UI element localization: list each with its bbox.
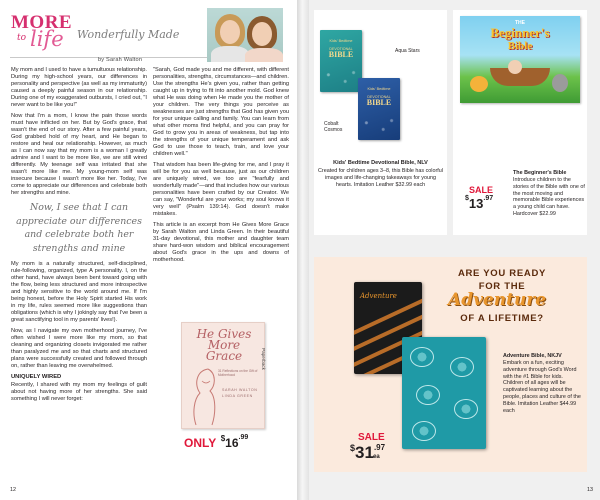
- elephant-illustration: [552, 74, 568, 92]
- lion-illustration: [470, 76, 488, 92]
- price-cents: .97: [483, 195, 494, 202]
- sale-label: SALE: [469, 185, 494, 195]
- pull-quote: Now, I see that I can appreciate our differences and celebrate both her strengths and mine: [16, 202, 142, 254]
- paragraph: My mom is a naturally structured, self-disciplined, rule-following, organized, type A personality. I, on the other hand, have always been bent toward going with the flow, being less structured and more introspective and highly sensitive to the world around me. If I'm being honest, before the Holy Spirit started His work in my life, rules seemed more like suggestions than obligations (which is why I jokingly say that I've been a great sanctifying tool in my parents' lives!).: [11, 261, 147, 324]
- author-photo: [207, 8, 283, 62]
- stars-pattern: [358, 114, 400, 136]
- book-dev-title: DEVOTIONAL: [329, 47, 353, 51]
- book-author: SARAH WALTON: [222, 388, 258, 392]
- paragraph: That wisdom has been life-giving for me, and I pray it will be for you as well because, just as our children are uniquely wired, we too are "fearfully and wonderfully made"—and that includes how our various personalities have been crafted by our Creator. We can say, "Wonderful are your works; my soul knows it very well" (Psalm 139:14). God doesn't make mistakes.: [153, 162, 289, 217]
- turtle-icon: [454, 399, 478, 419]
- beginners-sale-price: [465, 185, 493, 213]
- devotional-description: Created for children ages 3–8, this Bible has colorful images and life-changing takeaways for young hearts. Imitation Leather $32.99 each: [318, 168, 443, 188]
- stars-pattern: [320, 66, 362, 88]
- paragraph: Now that I'm a mom, I know the pain those words must have inflicted on her. But by God's grace, that wasn't the end of our story. After a few painful years, God grabbed hold of my heart, and He began to restore and heal our relationship. However, as much as I can now say that my mom is a woman I greatly admire and I want to be more like, we are still wired differently. My teenage self was irritated that she wasn't more like me. My young-mom self was insecure because I wasn't more like her. Today, I've come to appreciate our differences and celebrate both her strengths and mine.: [11, 113, 147, 196]
- book-label: Adventure: [360, 292, 397, 300]
- woman-line-drawing-icon: [186, 363, 226, 427]
- article-column-right: [153, 67, 289, 268]
- adventure-title: Adventure Bible, NKJV: [503, 353, 562, 359]
- book-small-title: Kids' Bedtime: [367, 87, 391, 91]
- adventure-headline-line1: ARE YOU READY: [457, 268, 547, 279]
- article-column-left: [11, 67, 147, 407]
- beginners-description: Introduce children to the stories of the Bible with one of the most moving and memorable Bible experiences a young child can have. Hardcover $22.99: [513, 177, 585, 217]
- price-prefix: ONLY: [184, 436, 217, 450]
- logo-to: to: [17, 33, 27, 43]
- price-dollar: $: [220, 434, 226, 443]
- book-small-title: Kids' Bedtime: [329, 39, 353, 43]
- format-label: Paperback: [261, 348, 266, 370]
- turtle-icon: [416, 385, 440, 405]
- price-dollar: $: [465, 195, 469, 202]
- devotional-title: Kids' Bedtime Devotional Bible, NLV: [333, 160, 428, 166]
- adventure-headline-line3: OF A LIFETIME?: [460, 313, 544, 324]
- beginners-bible-cover[interactable]: [460, 16, 580, 103]
- grace-price: [184, 434, 248, 452]
- book-author: LINDA GREEN: [222, 394, 253, 398]
- page-number: 12: [10, 487, 16, 493]
- price-whole: 31: [355, 443, 374, 462]
- turtle-icon: [412, 421, 436, 441]
- turtle-icon: [450, 357, 474, 377]
- paragraph: Now, as I navigate my own motherhood journey, I've often wished I were more like my mom, so that cleaning and organizing closets invigorated me rather than paralyzed me and so that charts and structured plans were successfully created and followed through on, rather than leaving me overwhelmed.: [11, 328, 147, 370]
- cover-title: Beginner's: [490, 25, 550, 40]
- book-big-title: BIBLE: [328, 50, 354, 59]
- book-title: He Gives More Grace: [196, 327, 252, 363]
- adventure-bible-teal[interactable]: [402, 337, 486, 449]
- price-unit: ea: [373, 454, 380, 460]
- cover-the: THE: [515, 20, 525, 26]
- subhead: UNIQUELY WIRED: [11, 374, 62, 381]
- paragraph: My mom and I used to have a tumultuous relationship. During my high-school years, our differences in personality and perspective (as well as my immaturity) caused a deeply painful season in our relationship. During one of my exaggerated outbursts, I cried out, "I never want to be like you!": [11, 67, 147, 108]
- adventure-description: Embark on a fun, exciting adventure through God's Word with the #1 Bible for kids. Children of all ages will be captivated learning about the people, places and culture of the Bible. Imitation Leather $44.99 each: [503, 360, 581, 414]
- page-gutter: [297, 0, 309, 500]
- book-dev-title: DEVOTIONAL: [367, 95, 391, 99]
- price-cents: .97: [373, 443, 386, 452]
- color-label-aqua: Aqua Stars: [395, 48, 420, 54]
- cover-title-bible: Bible: [507, 40, 533, 52]
- he-gives-more-grace-book[interactable]: [181, 322, 265, 429]
- noah-illustration: [508, 60, 522, 74]
- color-label-cobalt: Cobalt Cosmos: [324, 121, 343, 133]
- adventure-headline-line2: FOR THE: [478, 281, 526, 292]
- page-number: 13: [587, 487, 593, 493]
- cobalt-cosmos-bible[interactable]: [358, 78, 400, 140]
- book-authors: [222, 387, 258, 399]
- sale-label: SALE: [358, 432, 385, 443]
- logo-life: life: [30, 27, 64, 51]
- book-subtitle: 31 Reflections on the Gift of Motherhood: [218, 369, 258, 377]
- adventure-sale-price: [350, 432, 385, 463]
- beginners-title: The Beginner's Bible: [513, 170, 567, 176]
- price-whole: 16: [225, 436, 239, 450]
- logo-more: MORE: [11, 12, 73, 33]
- adventure-headline-script: Adventure: [448, 290, 547, 310]
- turtle-icon: [410, 347, 434, 367]
- byline: by Sarah Walton: [98, 57, 143, 63]
- paragraph: This article is an excerpt from He Gives More Grace by Sarah Walton and Linda Green. In their beautiful 31-day devotional, this mother and daughter team share hard-won wisdom and biblical encouragement about God's grace in the ups and downs of motherhood.: [153, 222, 289, 263]
- price-whole: 13: [468, 196, 484, 211]
- paragraph: "Sarah, God made you and me different, with different personalities, strengths, circumstances—and children. Use the strengths He's given you, rather than getting caught up in trying to fit into another mold. God knew what He was doing when He made you the mother of your children. The very things you perceive as weaknesses are just strengths that God has given you for your unique calling and family. You can learn from what other moms find helpful, and you can pray for God to grow you in areas of weakness, but tap into the strengths of your unique temperament and ask God to use those to teach, train, and love your children well.": [153, 67, 289, 157]
- paragraph: Recently, I shared with my mom my feelings of guilt about not having more of her strengths. She said something I will never forget:: [11, 382, 147, 403]
- price-dollar: $: [350, 443, 356, 453]
- column-name: Wonderfully Made: [77, 28, 180, 41]
- aqua-stars-bible[interactable]: [320, 30, 362, 92]
- left-page: [0, 0, 297, 500]
- price-cents: .99: [238, 434, 249, 441]
- book-big-title: BIBLE: [366, 98, 392, 107]
